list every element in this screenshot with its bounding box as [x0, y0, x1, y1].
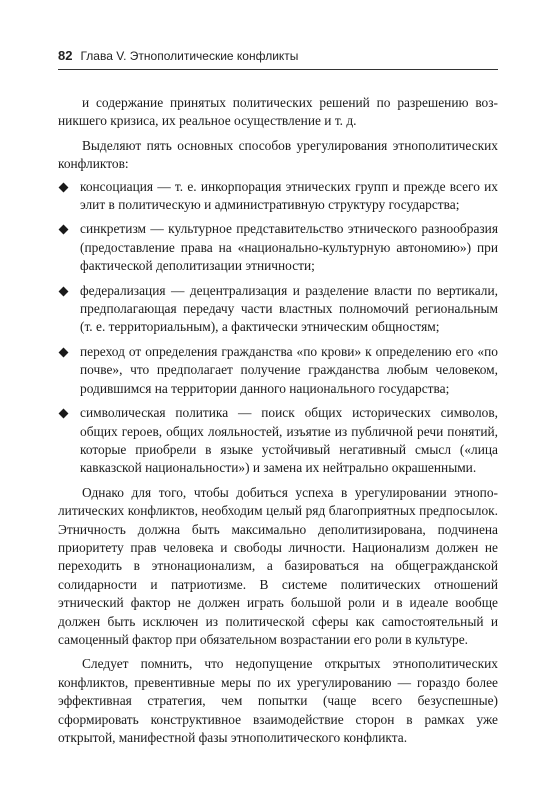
list-item-text: синкретизм — культурное представительство этнического разнообразия (предоставление права на «национально-культурную автономию») при фактической деполитизации этничности; [80, 221, 498, 274]
running-header [58, 48, 498, 68]
diamond-bullet-icon [59, 225, 69, 235]
list-item-text: федерализация — децентрализация и разделение власти по вертикали, предполагающая передачу части властных полномочий региональным (т. е. территориальным), а фактически этническим общностям; [80, 282, 498, 335]
list-item-citizenship [58, 343, 498, 398]
diamond-bullet-icon [59, 286, 69, 296]
list-item-federalization [58, 282, 498, 337]
list-item-consociation [58, 178, 498, 215]
paragraph-however: Однако для того, чтобы добиться успеха в урегулировании этнополитических конфликтов, необходим целый ряд благоприятных предпосылок. Этничность должна быть максимально деполитизирована, подчинена приоритету прав человека и свободы личности. Национализм должен не переходить в этнонационализм, а базироваться на общегражданской солидарности и патриотизме. В системе политических отношений этнический фактор не должен играть большой роли и в идеале вообще должен быть исключен из политической сферы как саmостоятельный и самоценный фактор при обязательном возрастании его роли в культуре. [58, 484, 498, 647]
list-item-text: переход от определения гражданства «по крови» к определению его «по почве», что предполагает получение гражданства любым человеком, родившимся на территории данного национального государства; [80, 343, 498, 396]
paragraph-continued: и содержание принятых политических решений по разрешению возникшего кризиса, их реальное осуществление и т. д. [58, 95, 498, 129]
paragraph-remember: Следует помнить, что недопущение открытых этнополитических конфликтов, превентивные меры по их урегулированию — гораздо более эффективная стратегия, чем попытки (чаще всего безуспешные) сформировать конструктивное взаимодействие сторон в рамках уже открытой, манифестной фазы этнополитического конфликта. [58, 656, 498, 745]
list-item-syncretism [58, 220, 498, 275]
diamond-bullet-icon [59, 182, 69, 192]
diamond-bullet-icon [59, 409, 69, 419]
list-item-symbolic-politics [58, 404, 498, 478]
list-item-text: символическая политика — поиск общих исторических символов, общих героев, общих лояльностей, изъятие из публичной речи понятий, которые приобрели в языке устойчивый негативный смысл («лица кавказской национальности») и замена их нейтрально окрашенными. [80, 405, 498, 476]
chapter-title: Глава V. Этнополитические конфликты [80, 49, 299, 63]
page-number: 82 [58, 48, 73, 63]
page-body [58, 94, 498, 747]
header-rule [58, 69, 498, 70]
list-item-text: консоциация — т. е. инкорпорация этнических групп и прежде всего их элит в политическую и административную структуру государства; [80, 178, 498, 213]
methods-list [58, 178, 498, 478]
paragraph-intro: Выделяют пять основных способов урегулирования этнополитических конфликтов: [58, 137, 498, 172]
diamond-bullet-icon [59, 347, 69, 357]
